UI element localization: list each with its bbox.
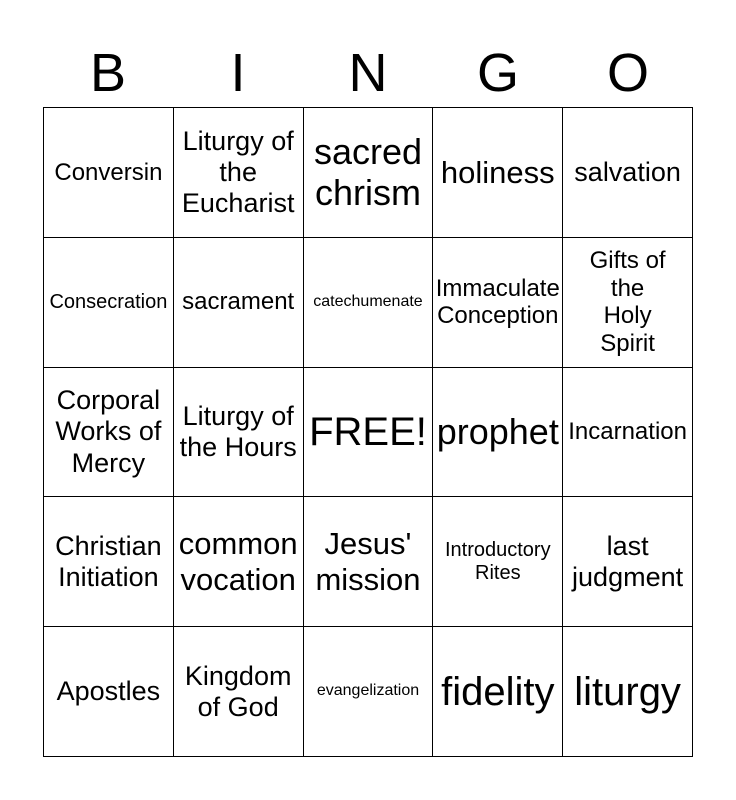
cell-label: Kingdom of God <box>184 660 292 722</box>
bingo-cell[interactable] <box>44 108 174 238</box>
cell-label: Introductory Rites <box>444 538 551 584</box>
cell-label: Incarnation <box>568 418 687 446</box>
bingo-cell[interactable] <box>174 627 304 757</box>
bingo-cell[interactable] <box>304 497 434 627</box>
bingo-cell[interactable] <box>433 627 563 757</box>
bingo-cell[interactable] <box>563 627 693 757</box>
bingo-cell[interactable] <box>563 497 693 627</box>
header-letter-o: O <box>606 43 649 103</box>
cell-label: catechumenate <box>313 293 423 310</box>
cell-label: evangelization <box>316 682 420 700</box>
cell-label: Liturgy of the Eucharist <box>181 125 295 218</box>
cell-label: Consecration <box>49 290 168 313</box>
cell-label: Immaculate Conception <box>435 274 560 330</box>
bingo-cell[interactable] <box>304 627 434 757</box>
cell-label: Apostles <box>56 676 161 707</box>
cell-label: sacred chrism <box>313 131 423 214</box>
bingo-cell[interactable] <box>563 238 693 368</box>
cell-label: last judgment <box>572 530 684 592</box>
bingo-cell[interactable] <box>563 108 693 238</box>
bingo-cell[interactable] <box>44 627 174 757</box>
bingo-cell[interactable] <box>563 368 693 498</box>
bingo-cell[interactable] <box>44 368 174 498</box>
bingo-cell[interactable] <box>433 238 563 368</box>
bingo-cell[interactable] <box>304 108 434 238</box>
bingo-cell[interactable] <box>433 368 563 498</box>
header-letter-n: N <box>348 43 388 103</box>
cell-label: holiness <box>440 154 555 190</box>
bingo-cell[interactable] <box>44 497 174 627</box>
header-letter-i: I <box>230 43 246 103</box>
bingo-cell[interactable] <box>304 238 434 368</box>
bingo-cell[interactable] <box>433 497 563 627</box>
cell-label: Gifts of the Holy Spirit <box>589 247 666 357</box>
bingo-header <box>43 40 693 106</box>
cell-label: liturgy <box>574 669 681 714</box>
free-space-label: FREE! <box>309 409 427 454</box>
cell-label: Corporal Works of Mercy <box>55 385 162 478</box>
bingo-cell[interactable] <box>174 238 304 368</box>
bingo-cell[interactable] <box>174 368 304 498</box>
header-letter-g: G <box>476 43 519 103</box>
cell-label: Jesus' mission <box>315 526 421 597</box>
cell-label: Conversin <box>54 158 163 186</box>
cell-label: Liturgy of the Hours <box>179 400 297 462</box>
cell-label: prophet <box>436 411 559 453</box>
free-space-cell[interactable] <box>304 368 434 498</box>
cell-label: common vocation <box>178 526 298 597</box>
cell-label: sacrament <box>182 288 295 316</box>
cell-label: fidelity <box>441 669 555 714</box>
bingo-cell[interactable] <box>174 497 304 627</box>
header-letter-b: B <box>89 43 127 103</box>
bingo-board <box>43 107 693 757</box>
cell-label: Christian Initiation <box>55 530 162 592</box>
bingo-cell[interactable] <box>44 238 174 368</box>
cell-label: salvation <box>574 156 681 187</box>
bingo-cell[interactable] <box>174 108 304 238</box>
bingo-cell[interactable] <box>433 108 563 238</box>
